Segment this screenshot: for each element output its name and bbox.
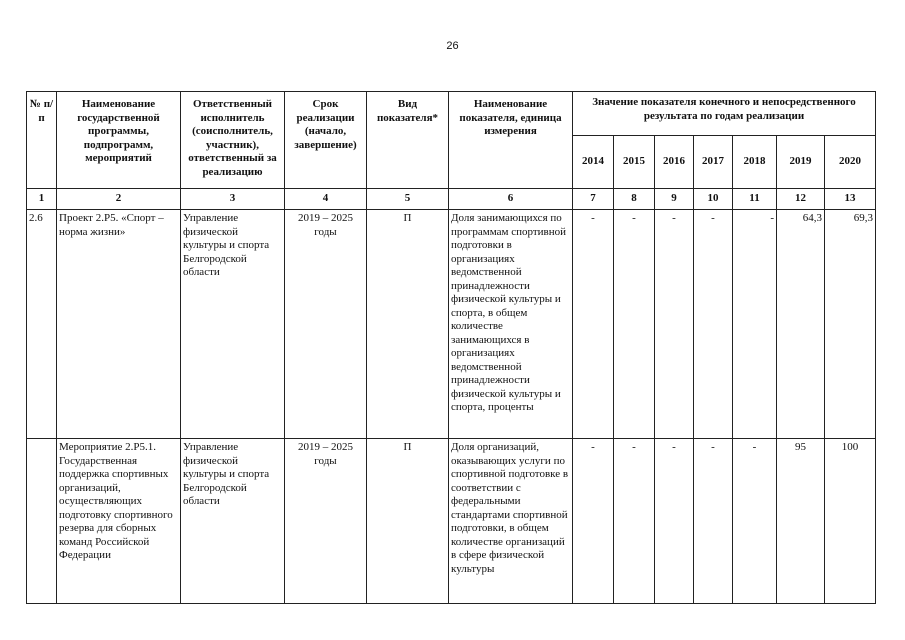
value-2016: - xyxy=(655,439,694,604)
table-header-row xyxy=(27,92,876,136)
column-number: 9 xyxy=(655,189,694,210)
page-number: 26 xyxy=(446,40,459,52)
value-2017: - xyxy=(694,439,733,604)
row-num: 2.6 xyxy=(27,210,57,439)
header-kind: Вид показателя* xyxy=(367,92,449,189)
value-2014: - xyxy=(573,439,614,604)
header-values: Значение показателя конечного и непосредственного результата по годам реализации xyxy=(573,92,876,136)
row-indicator: Доля занимающихся по программам спортивной подготовки в организациях ведомственной принадлежности физической культуры и спорта, в общем количестве занимающихся в организациях ведомственной принадлежности физической культуры и спорта, проценты xyxy=(449,210,573,439)
value-2019: 64,3 xyxy=(777,210,825,439)
column-number: 11 xyxy=(733,189,777,210)
column-number: 3 xyxy=(181,189,285,210)
value-2018: - xyxy=(733,210,777,439)
table-row xyxy=(27,439,876,604)
column-number: 7 xyxy=(573,189,614,210)
column-number: 4 xyxy=(285,189,367,210)
table-row xyxy=(27,210,876,439)
year-2016: 2016 xyxy=(655,135,694,188)
row-kind: П xyxy=(367,210,449,439)
value-2015: - xyxy=(614,439,655,604)
value-2018: - xyxy=(733,439,777,604)
year-2019: 2019 xyxy=(777,135,825,188)
row-indicator: Доля организаций, оказывающих услуги по спортивной подготовке в соответствии с федеральными стандартами спортивной подготовки, в общем количестве организаций в сфере физической культуры xyxy=(449,439,573,604)
value-2020: 100 xyxy=(825,439,876,604)
year-2014: 2014 xyxy=(573,135,614,188)
year-2015: 2015 xyxy=(614,135,655,188)
row-term: 2019 – 2025 годы xyxy=(285,439,367,604)
header-num: № п/п xyxy=(27,92,57,189)
row-name: Мероприятие 2.Р5.1. Государственная поддержка спортивных организаций, осуществляющих подготовку спортивного резерва для сборных команд Российской Федерации xyxy=(57,439,181,604)
indicator-table xyxy=(26,91,876,604)
column-number: 5 xyxy=(367,189,449,210)
column-number: 6 xyxy=(449,189,573,210)
year-2017: 2017 xyxy=(694,135,733,188)
column-number-row xyxy=(27,189,876,210)
value-2017: - xyxy=(694,210,733,439)
header-name: Наименование государственной программы, подпрограмм, мероприятий xyxy=(57,92,181,189)
column-number: 10 xyxy=(694,189,733,210)
column-number: 8 xyxy=(614,189,655,210)
year-2020: 2020 xyxy=(825,135,876,188)
row-kind: П xyxy=(367,439,449,604)
row-name: Проект 2.Р5. «Спорт – норма жизни» xyxy=(57,210,181,439)
row-term: 2019 – 2025 годы xyxy=(285,210,367,439)
header-term: Срок реализации (начало, завершение) xyxy=(285,92,367,189)
row-executor: Управление физической культуры и спорта Белгородской области xyxy=(181,439,285,604)
year-2018: 2018 xyxy=(733,135,777,188)
column-number: 2 xyxy=(57,189,181,210)
value-2014: - xyxy=(573,210,614,439)
value-2020: 69,3 xyxy=(825,210,876,439)
value-2015: - xyxy=(614,210,655,439)
row-executor: Управление физической культуры и спорта Белгородской области xyxy=(181,210,285,439)
column-number: 1 xyxy=(27,189,57,210)
header-indicator: Наименование показателя, единица измерения xyxy=(449,92,573,189)
header-executor: Ответственный исполнитель (соисполнитель, участник), ответственный за реализацию xyxy=(181,92,285,189)
column-number: 12 xyxy=(777,189,825,210)
value-2016: - xyxy=(655,210,694,439)
row-num xyxy=(27,439,57,604)
column-number: 13 xyxy=(825,189,876,210)
value-2019: 95 xyxy=(777,439,825,604)
